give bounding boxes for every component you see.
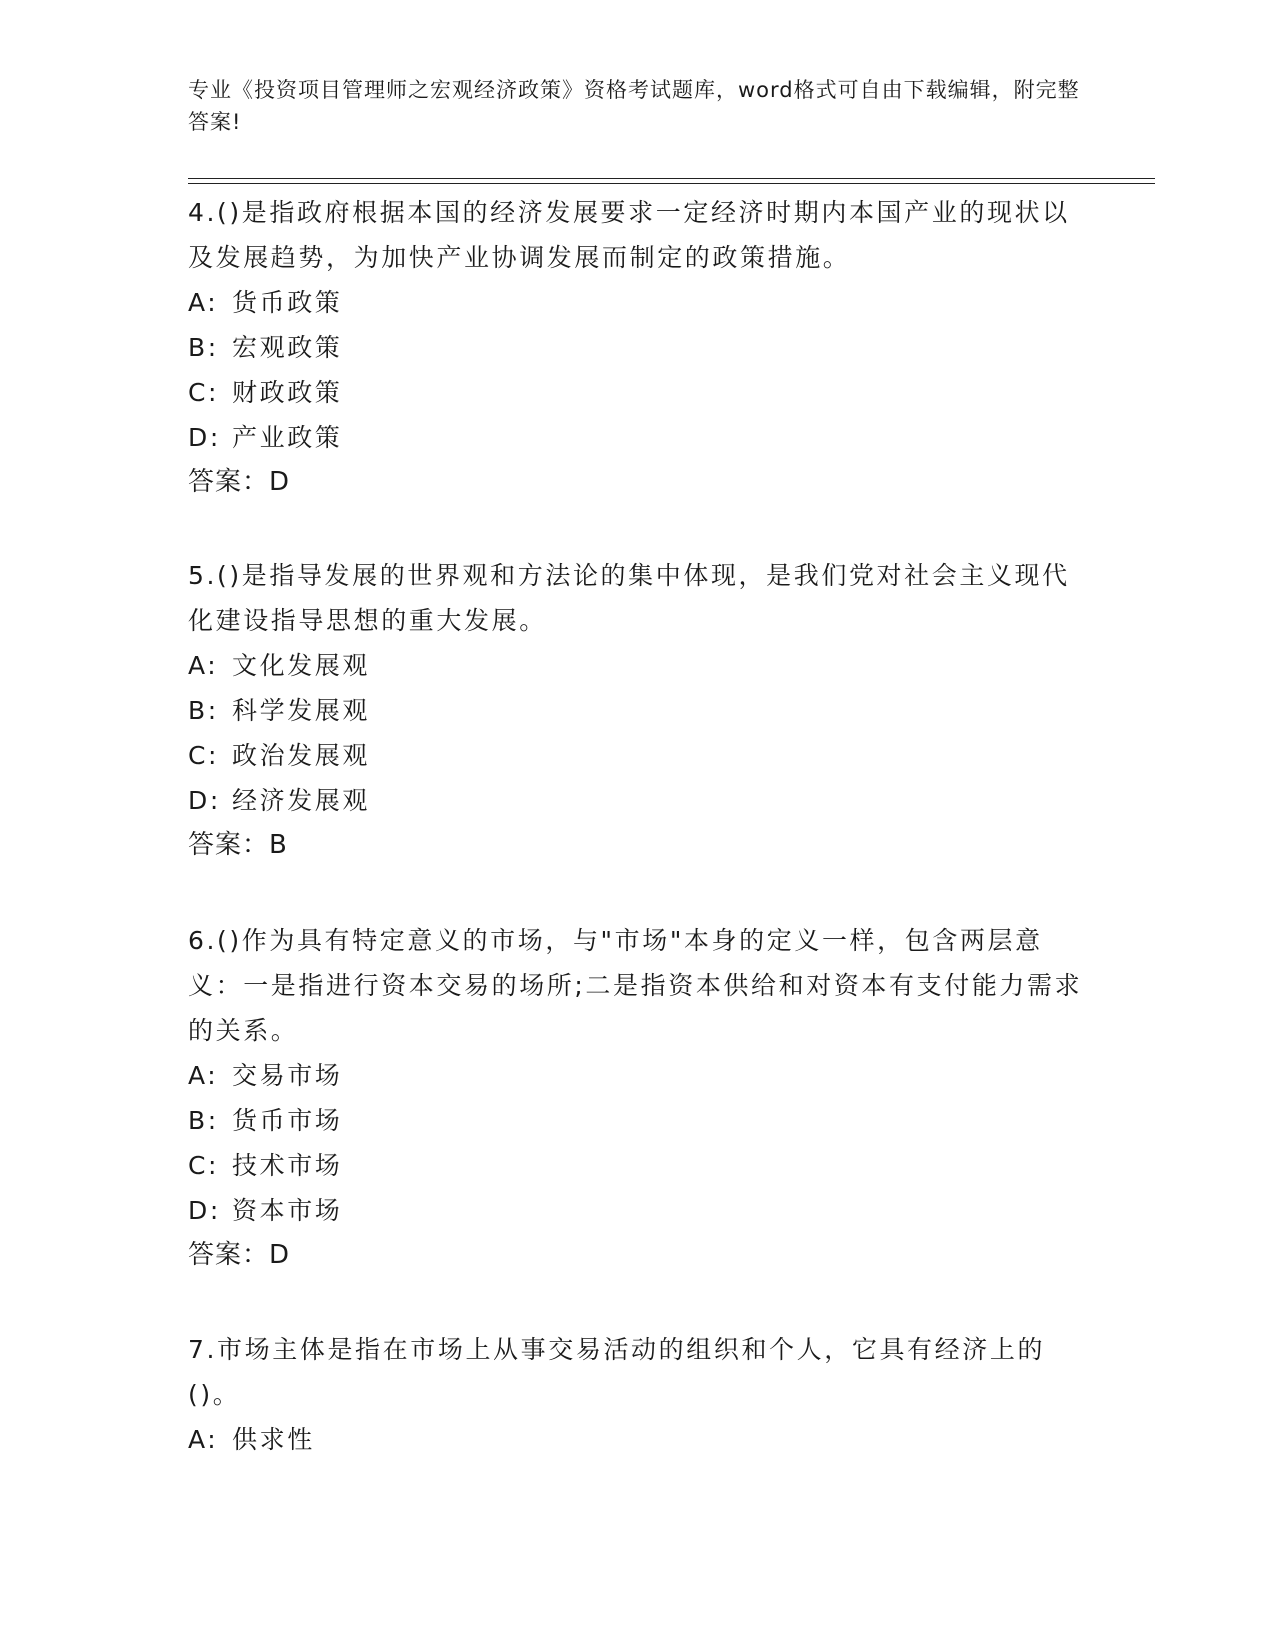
option-b xyxy=(188,688,1088,733)
question-stem: 4.()是指政府根据本国的经济发展要求一定经济时期内本国产业的现状以及发展趋势，为加快产业协调发展而制定的政策措施。 xyxy=(188,198,1070,272)
header-divider-bottom xyxy=(188,183,1155,184)
question-4 xyxy=(188,190,1088,505)
option-letter: D: xyxy=(188,786,221,815)
header-divider-top xyxy=(188,178,1155,179)
question-7 xyxy=(188,1327,1088,1462)
option-text: 政治发展观 xyxy=(232,741,371,770)
option-text: 宏观政策 xyxy=(232,333,343,362)
option-letter: C: xyxy=(188,741,220,770)
option-text: 经济发展观 xyxy=(232,786,371,815)
option-letter: A: xyxy=(188,1425,219,1454)
option-letter: A: xyxy=(188,288,219,317)
option-b xyxy=(188,1098,1088,1143)
option-letter: A: xyxy=(188,1061,219,1090)
option-text: 产业政策 xyxy=(232,423,343,452)
option-a xyxy=(188,1417,1088,1462)
option-a xyxy=(188,280,1088,325)
answer-line: 答案：D xyxy=(188,467,291,497)
question-stem: 6.()作为具有特定意义的市场，与"市场"本身的定义一样，包含两层意义：一是指进行资本交易的场所;二是指资本供给和对资本有支付能力需求的关系。 xyxy=(188,926,1083,1045)
option-letter: B: xyxy=(188,696,219,725)
answer-line: 答案：B xyxy=(188,830,288,860)
option-letter: A: xyxy=(188,651,219,680)
option-letter: B: xyxy=(188,1106,219,1135)
option-d xyxy=(188,415,1088,460)
option-text: 交易市场 xyxy=(232,1061,343,1090)
option-b xyxy=(188,325,1088,370)
question-6 xyxy=(188,918,1088,1278)
document-intro: 专业《投资项目管理师之宏观经济政策》资格考试题库，word格式可自由下载编辑，附完整答案! xyxy=(188,78,1080,134)
option-text: 财政政策 xyxy=(232,378,343,407)
question-stem: 5.()是指导发展的世界观和方法论的集中体现，是我们党对社会主义现代化建设指导思想的重大发展。 xyxy=(188,561,1070,635)
option-letter: C: xyxy=(188,378,220,407)
option-letter: D: xyxy=(188,1196,221,1225)
option-text: 货币政策 xyxy=(232,288,343,317)
option-a xyxy=(188,643,1088,688)
answer-line: 答案：D xyxy=(188,1240,291,1270)
option-text: 货币市场 xyxy=(232,1106,343,1135)
option-letter: B: xyxy=(188,333,219,362)
option-d xyxy=(188,1188,1088,1233)
option-c xyxy=(188,733,1088,778)
option-a xyxy=(188,1053,1088,1098)
option-text: 文化发展观 xyxy=(232,651,371,680)
option-c xyxy=(188,370,1088,415)
option-text: 科学发展观 xyxy=(232,696,371,725)
option-text: 供求性 xyxy=(232,1425,315,1454)
option-c xyxy=(188,1143,1088,1188)
option-letter: C: xyxy=(188,1151,220,1180)
question-stem: 7.市场主体是指在市场上从事交易活动的组织和个人，它具有经济上的()。 xyxy=(188,1335,1046,1409)
option-text: 资本市场 xyxy=(232,1196,343,1225)
option-text: 技术市场 xyxy=(232,1151,343,1180)
option-d xyxy=(188,778,1088,823)
option-letter: D: xyxy=(188,423,221,452)
question-5 xyxy=(188,553,1088,868)
